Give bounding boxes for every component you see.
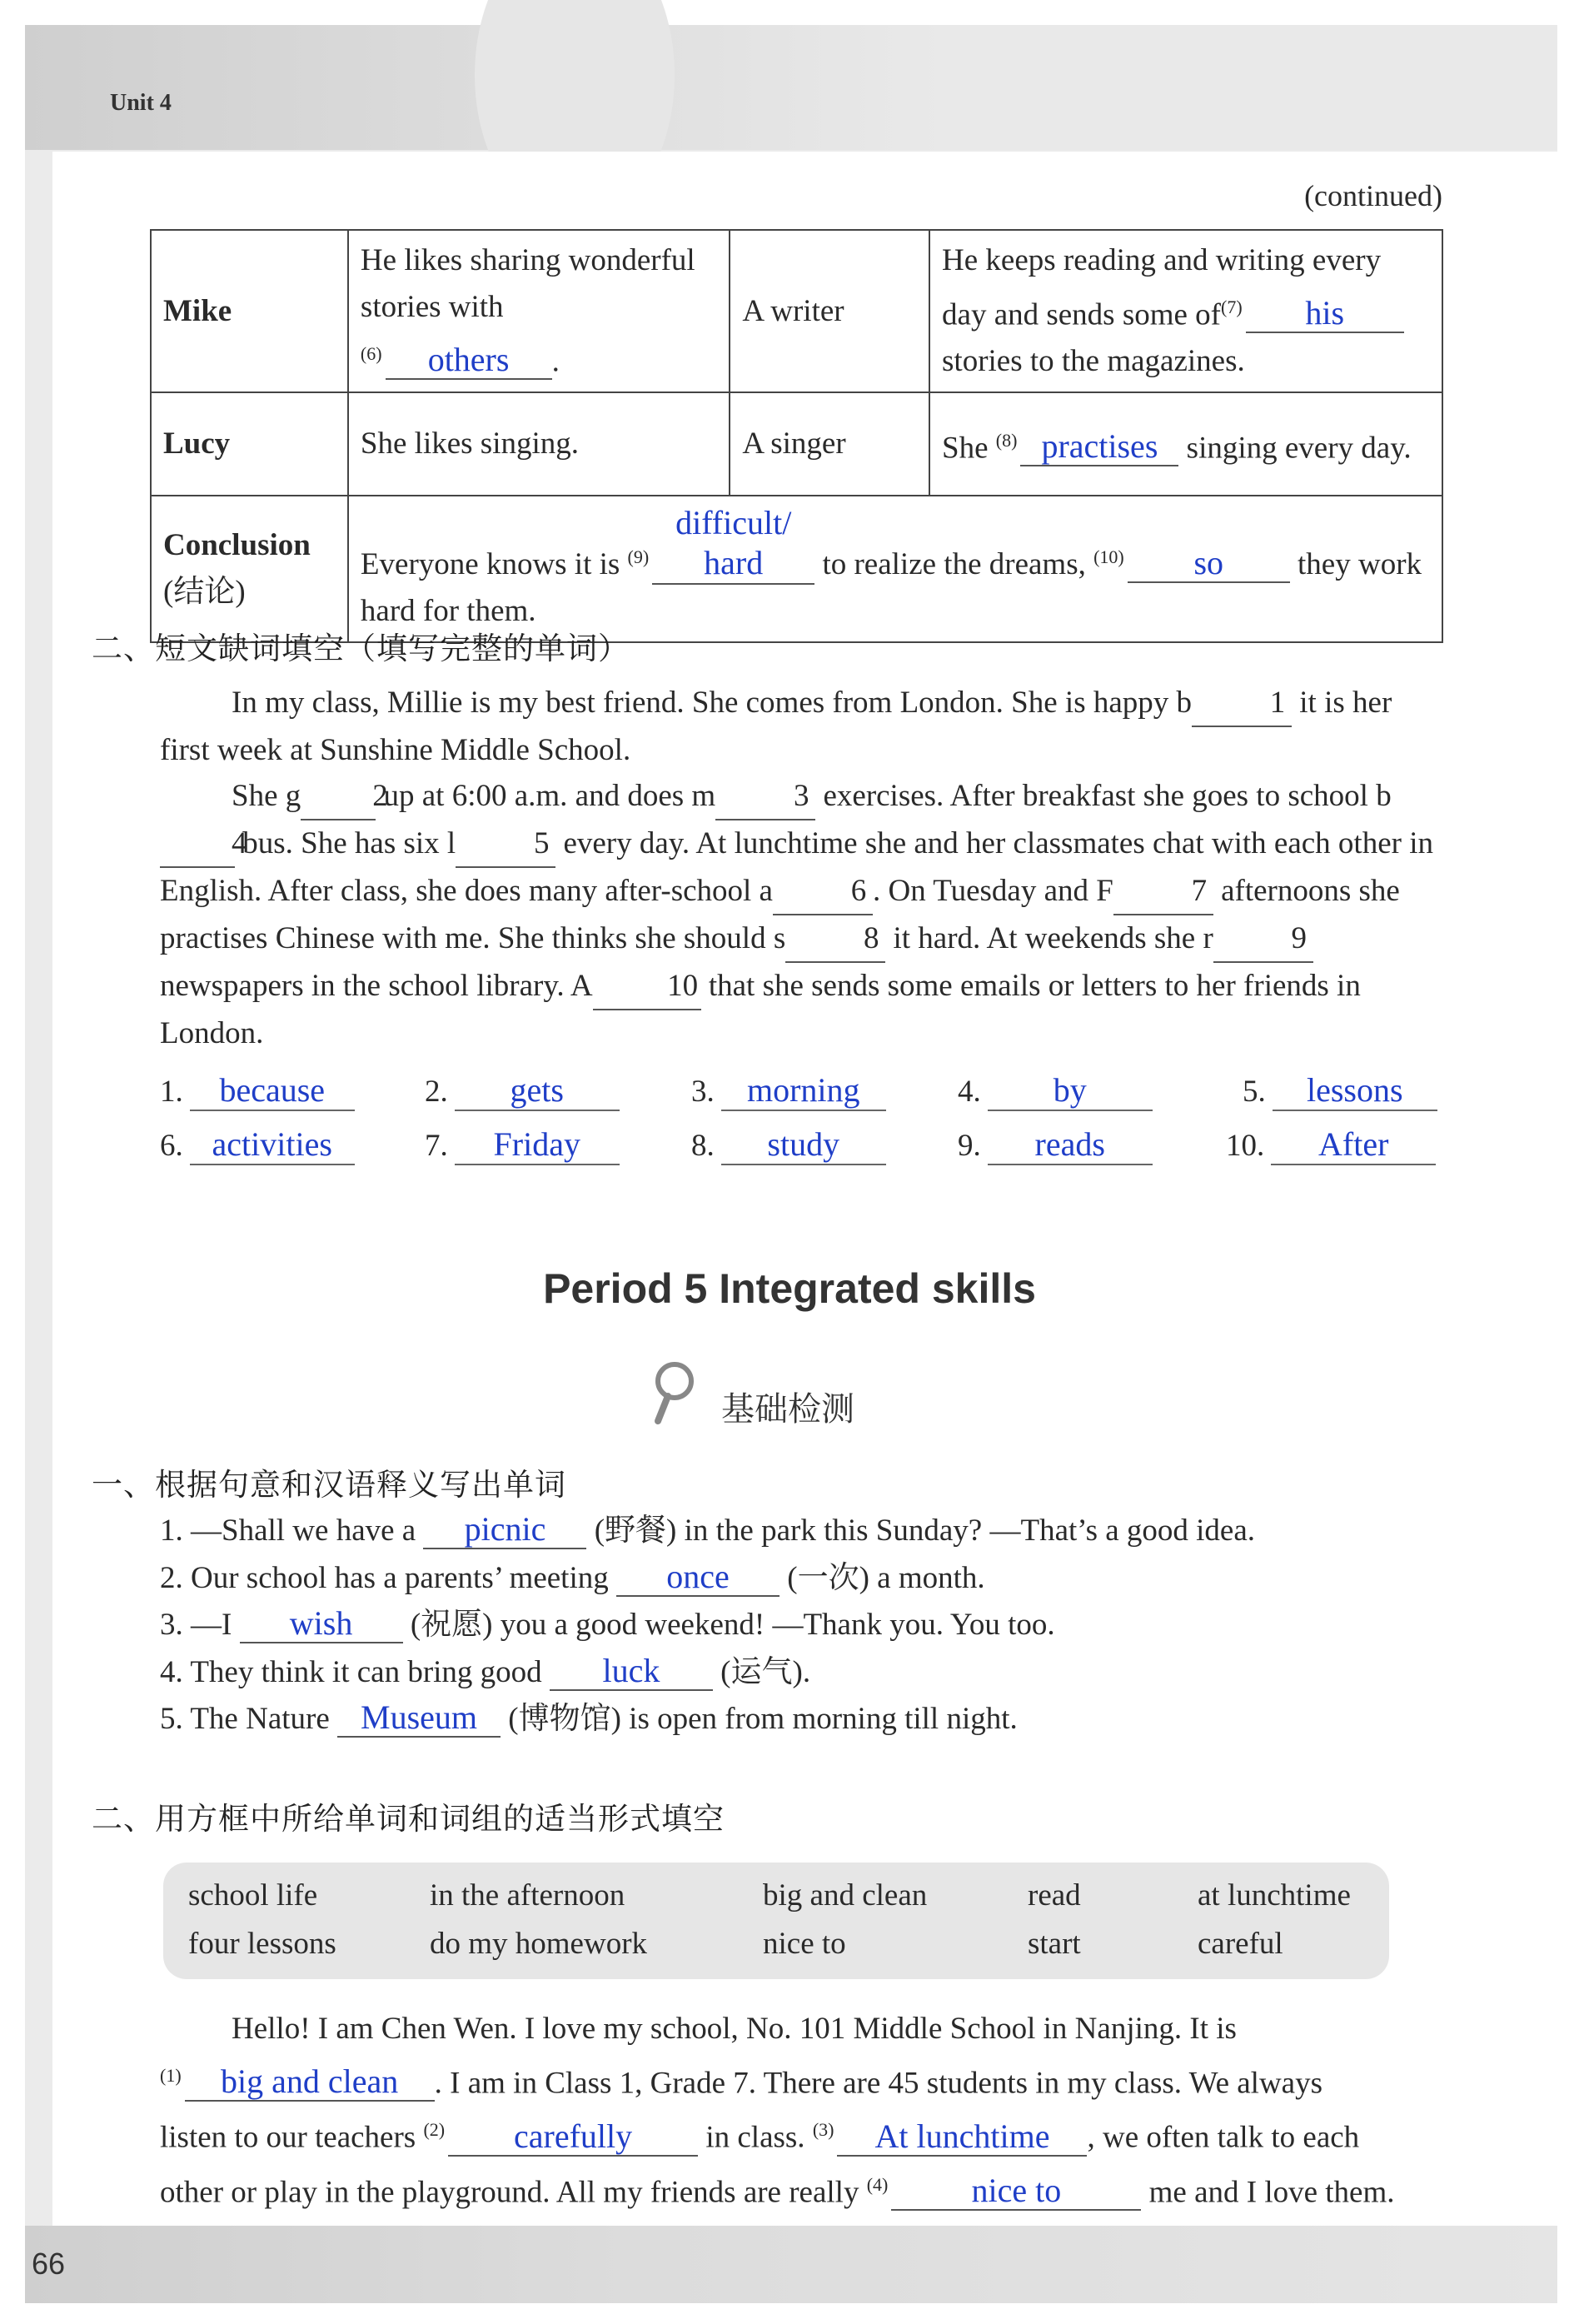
box-word: four lessons [188,1927,336,1961]
fill-passage: Hello! I am Chen Wen. I love my school, No. 101 Middle School in Nanjing. It is $^{(1)}$ big and clean . I am in Class 1, Grade 7. There are 45 students in my class. We always listen to our teachers $^{(2)}$ carefully in class. $^{(3)}$ At lunchtime , we often talk to each other or play in the playground. All my friends are really $^{(4)}$ nice to me and I love them. [160,2012,1395,2209]
question-4: 4. They think it can bring good luck (运气). [160,1651,811,1689]
answer-4: by [988,1070,1153,1111]
box-word: in the afternoon [430,1878,625,1913]
hobby-cell: He likes sharing wonderful stories with $^{(6)}$ others . [348,230,730,392]
answer-6b: activities [190,1125,355,1165]
answer-8: practises [1020,428,1178,466]
question-3: 3. —I wish (祝愿) you a good weekend! —Thank you. You too. [160,1604,1055,1642]
row-name: Lucy [151,392,348,496]
answer-2: gets [455,1070,620,1111]
cloze-passage: In my class, Millie is my best friend. She comes from London. She is happy b 1 it is her first week at Sunshine Middle School. She g 2 up at 6:00 a.m. and does m 3 exercises. After breakfast she goes to school b4 bus. She has six l 5 every day. At lunchtime she and her classmates chat with each other in English. After class, she does many after-school a 6 . On Tuesday and F 7 afternoons she practises Chinese with me. She thinks she should s 8 it hard. At weekends she r 9 newspapers in the school library. A 10 that she sends some emails or letters to her friends in London. [160,680,1442,1056]
section-heading: 二、短文缺词填空（填写完整的单词） [92,631,630,666]
box-word: big and clean [763,1878,928,1913]
answer-p3: At lunchtime [837,2118,1087,2157]
table-row [151,392,1442,496]
conclusion-text: Everyone knows it is $^{(9)}$difficult/ hard to realize the dreams, $^{(10)}$ so they work hard for them. [348,496,1442,642]
table-row [151,496,1442,642]
answer-3: morning [721,1070,886,1111]
answer-luck: luck [550,1653,713,1691]
answer-9b: reads [988,1125,1153,1165]
hobby-cell: She likes singing. [348,392,730,496]
answer-10b: After [1271,1125,1436,1165]
answer-1: because [190,1070,355,1111]
question-2: 2. Our school has a parents’ meeting once (一次) a month. [160,1557,985,1595]
period-title: Period 5 Integrated skills [543,1265,1036,1312]
table-row [151,230,1442,392]
part2-heading: 二、用方框中所给单词和词组的适当形式填空 [92,1801,725,1837]
answer-picnic: picnic [423,1511,586,1549]
answer-wish: wish [240,1605,403,1643]
answer-8b: study [721,1125,886,1165]
plan-cell: He keeps reading and writing every day and sends some $of^{(7)}$ his stories to the magazines. [929,230,1442,392]
page-number: 66 [32,2247,66,2281]
plan-cell: She $^{(8)}$ practises singing every day. [929,392,1442,496]
box-word: do my homework [430,1927,648,1961]
box-word: nice to [763,1927,846,1961]
job-cell: A writer [730,230,929,392]
row-name: Mike [151,230,348,392]
question-5: 5. The Nature Museum (博物馆) is open from morning till night. [160,1698,1018,1736]
box-word: school life [188,1878,318,1913]
word-box [163,1863,1389,1979]
answer-p4: nice to [891,2172,1141,2211]
job-cell: A singer [730,392,929,496]
footer-band [25,2226,1557,2303]
header-band [25,25,1557,150]
dream-table [150,229,1443,643]
answer-6: others [386,342,552,380]
answer-once: once [616,1558,780,1597]
answer-5: lessons [1273,1070,1437,1111]
unit-label: Unit 4 [110,90,172,116]
answer-7: his [1246,295,1404,333]
answer-9: difficult/ hard [652,503,814,585]
section-subtitle: 基础检测 [721,1390,854,1429]
answer-10: so [1128,545,1290,583]
answer-p2: carefully [448,2118,698,2157]
word-questions [160,1508,1255,1743]
answer-museum: Museum [337,1699,501,1738]
box-word: careful [1198,1927,1283,1961]
magnifier-icon [650,1359,700,1426]
answer-7b: Friday [455,1125,620,1165]
question-1: 1. —Shall we have a picnic (野餐) in the park this Sunday? —That’s a good idea. [160,1510,1256,1548]
conclusion-cell: Conclusion (结论) [151,496,348,642]
box-word: at lunchtime [1198,1878,1351,1913]
answer-p1: big and clean [185,2063,435,2102]
box-word: read [1028,1878,1081,1913]
part1-heading: 一、根据句意和汉语释义写出单词 [92,1467,566,1503]
continued-label: (continued) [1304,179,1442,212]
box-word: start [1028,1927,1081,1961]
